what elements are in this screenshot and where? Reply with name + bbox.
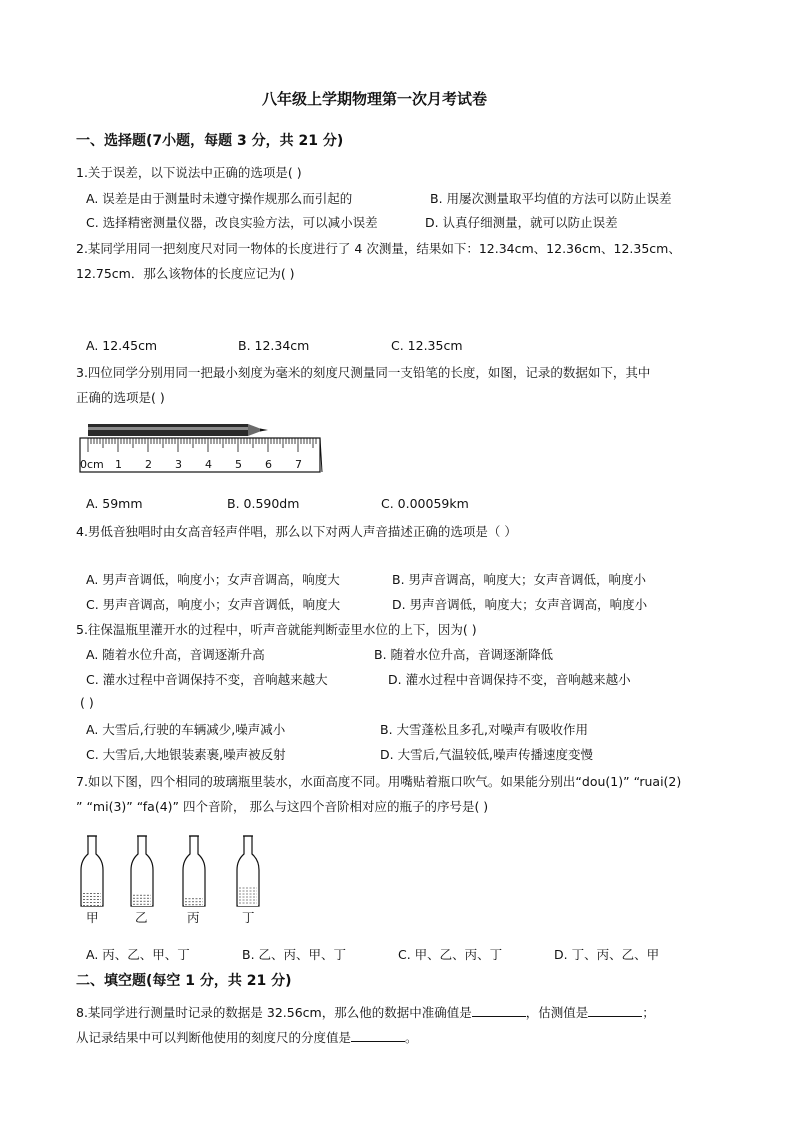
bottle-label-jia: 甲 [86, 910, 99, 925]
bottle-water [82, 893, 102, 906]
ruler-label: 2 [145, 458, 152, 471]
question-8-line-1 [76, 1003, 655, 1021]
answer-blank-estimated[interactable] [588, 1005, 642, 1017]
question-6-option-d[interactable]: D. 大雪后,气温较低,噪声传播速度变慢 [380, 747, 594, 762]
question-3-option-c[interactable]: C. 0.00059km [381, 496, 469, 511]
question-1-stem: 1.关于误差，以下说法中正确的选项是( ) [76, 165, 302, 180]
question-4-option-b[interactable]: B. 男声音调高，响度大；女声音调低，响度小 [392, 572, 647, 587]
question-6-option-c[interactable]: C. 大雪后,大地银装素裹,噪声被反射 [86, 747, 286, 762]
question-6-option-a[interactable]: A. 大雪后,行驶的车辆减少,噪声减小 [86, 722, 286, 737]
question-2-option-c[interactable]: C. 12.35cm [391, 338, 463, 353]
question-8-line-2 [76, 1028, 418, 1046]
question-4-option-c[interactable]: C. 男声音调高，响度小；女声音调低，响度大 [86, 597, 341, 612]
question-5-option-c[interactable]: C. 灌水过程中音调保持不变，音响越来越大 [86, 672, 328, 687]
ruler-label: 4 [205, 458, 212, 471]
answer-blank-accurate[interactable] [472, 1005, 526, 1017]
ruler-label: 5 [235, 458, 242, 471]
bottles-group [81, 836, 259, 906]
question-1-option-b[interactable]: B. 用屡次测量取平均值的方法可以防止误差 [430, 191, 672, 206]
question-5-stem: 5.往保温瓶里灌开水的过程中，听声音就能判断壶里水位的上下，因为( ) [76, 622, 477, 637]
page-title: 八年级上学期物理第一次月考试卷 [262, 90, 488, 108]
question-7-line-1: 7.如以下图，四个相同的玻璃瓶里装水，水面高度不同。用嘴贴着瓶口吹气。如果能分别出“dou(1)” “ruai(2) [76, 774, 682, 789]
bottle-label-yi: 乙 [135, 910, 148, 925]
question-4-option-d[interactable]: D. 男声音调低，响度大；女声音调高，响度小 [392, 597, 648, 612]
question-2-option-a[interactable]: A. 12.45cm [86, 338, 158, 353]
bottle [131, 836, 153, 906]
question-7-option-d[interactable]: D. 丁、丙、乙、甲 [554, 947, 660, 962]
bottle-label-bing: 丙 [187, 910, 200, 925]
pencil [88, 424, 268, 436]
question-3-option-a[interactable]: A. 59mm [86, 496, 143, 511]
question-1-option-a[interactable]: A. 误差是由于测量时未遵守操作规那么而引起的 [86, 191, 353, 206]
question-8-text-c: ； [642, 1005, 655, 1020]
question-4-stem: 4.男低音独唱时由女高音轻声伴唱，那么以下对两人声音描述正确的选项是（ ） [76, 524, 517, 539]
question-7-option-b[interactable]: B. 乙、丙、甲、丁 [242, 947, 347, 962]
bottle-label-ding: 丁 [242, 910, 255, 925]
ruler-label: 3 [175, 458, 182, 471]
question-5-option-d[interactable]: D. 灌水过程中音调保持不变，音响越来越小 [388, 672, 631, 687]
ruler-label: 6 [265, 458, 272, 471]
ruler-label: 7 [295, 458, 302, 471]
question-6-option-b[interactable]: B. 大雪蓬松且多孔,对噪声有吸收作用 [380, 722, 588, 737]
question-5-option-a[interactable]: A. 随着水位升高，音调逐渐升高 [86, 647, 265, 662]
question-5-option-b[interactable]: B. 随着水位升高，音调逐渐降低 [374, 647, 554, 662]
question-6-stem: ( ) [80, 695, 94, 710]
question-3-line-1: 3.四位同学分别用同一把最小刻度为毫米的刻度尺测量同一支铅笔的长度，如图，记录的数据如下，其中 [76, 365, 651, 380]
question-1-option-c[interactable]: C. 选择精密测量仪器，改良实验方法，可以减小误差 [86, 215, 378, 230]
question-2-line-1: 2.某同学用同一把刻度尺对同一物体的长度进行了 4 次测量，结果如下：12.34cm、12.36cm、12.35cm、 [76, 241, 681, 256]
question-4-option-a[interactable]: A. 男声音调低，响度小；女声音调高，响度大 [86, 572, 340, 587]
answer-blank-division[interactable] [351, 1030, 405, 1042]
question-3-option-b[interactable]: B. 0.590dm [227, 496, 300, 511]
question-8-text-d: 从记录结果中可以判断他使用的刻度尺的分度值是 [76, 1030, 352, 1045]
question-7-option-a[interactable]: A. 丙、乙、甲、丁 [86, 947, 190, 962]
question-8-text-e: 。 [405, 1030, 418, 1045]
question-8-text-a: 8.某同学进行测量时记录的数据是 32.56cm，那么他的数据中准确值是 [76, 1005, 472, 1020]
question-3-line-2: 正确的选项是( ) [76, 390, 165, 405]
question-7-line-2: ” “mi(3)” “fa(4)” 四个音阶， 那么与这四个音阶相对应的瓶子的序号是( ) [76, 799, 489, 814]
ruler-label: 0cm [80, 458, 104, 471]
question-7-option-c[interactable]: C. 甲、乙、丙、丁 [398, 947, 503, 962]
question-8-text-b: ，估测值是 [525, 1005, 589, 1020]
section-1-heading: 一、选择题(7小题，每题 3 分，共 21 分) [76, 133, 344, 149]
bottle [81, 836, 103, 906]
bottle [237, 836, 259, 906]
bottle [183, 836, 205, 906]
question-2-option-b[interactable]: B. 12.34cm [238, 338, 310, 353]
section-2-heading: 二、填空题(每空 1 分，共 21 分) [76, 973, 292, 989]
ruler-label: 1 [115, 458, 122, 471]
question-1-option-d[interactable]: D. 认真仔细测量，就可以防止误差 [425, 215, 618, 230]
question-2-line-2: 12.75cm．那么该物体的长度应记为( ) [76, 266, 295, 281]
ruler-figure [78, 418, 328, 476]
